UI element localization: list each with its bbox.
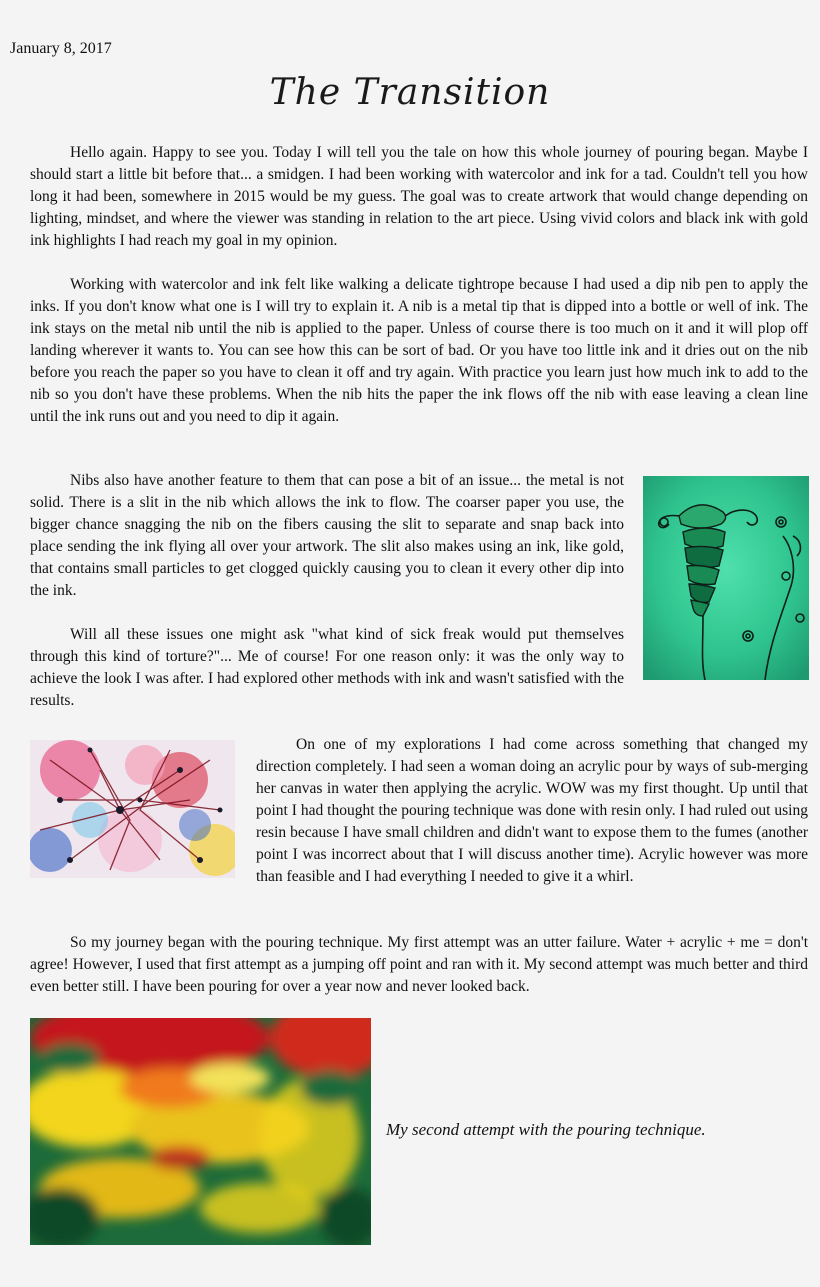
paragraph-torture: Will all these issues one might ask "what kind of sick freak would put themselves through this kind of torture?"... Me of course! For one reason only: it was the only way to achieve the look I was after. I had explored other methods with ink and wasn't satisfied with the results. [30, 626, 624, 709]
insect-painting-image [643, 476, 809, 680]
abstract-painting-image [30, 740, 235, 878]
acrylic-pour-image [30, 1018, 371, 1245]
paragraph-intro: Hello again. Happy to see you. Today I will tell you the tale on how this whole journey of pouring began. Maybe I should start a little bit before that... a smidgen. I had been working with watercolor and ink for a tad. Couldn't tell you how long it had been, somewhere in 2015 would be my guess. The goal was to create artwork that would change depending on lighting, mindset, and where the viewer was standing in relation to the art piece. Using vivid colors and black ink with gold ink highlights I had reach my goal in my opinion. [30, 144, 808, 249]
paragraph-journey: So my journey began with the pouring technique. My first attempt was an utter failure. Water + acrylic + me = don't agree! However, I used that first attempt as a jumping off point and ran with it. My second attempt was much better and third even better still. I have been pouring for over a year now and never looked back. [30, 934, 808, 995]
post-title: The Transition [269, 72, 551, 113]
image-caption: My second attempt with the pouring technique. [386, 1120, 706, 1139]
paragraph-explorations-text: On one of my explorations I had come across something that changed my direction completely. I had seen a woman doing an acrylic pour by ways of sub-merging her canvas in water then applying the acrylic. WOW was my first thought. Up until that point I had thought the pouring technique was done with resin only. I had ruled out using resin because I have small children and didn't want to expose them to the fumes (another point I was incorrect about that I will discuss another time). Acrylic however was more than feasible and I had everything I needed to give it a whirl. [256, 736, 808, 885]
paragraph-nib-pen: Working with watercolor and ink felt like walking a delicate tightrope because I had used a dip nib pen to apply the inks. If you don't know what one is I will try to explain it. A nib is a metal tip that is dipped into a bottle or well of ink. The ink stays on the metal nib until the nib is applied to the paper. Unless of course there is too much on it and it will plop off landing wherever it wants to. You can see how this can be sort of bad. Or you have too little ink and it dries out on the nib before you reach the paper so you have to clean it off and try again. With practice you learn just how much ink to add to the nib so you don't have these problems. When the nib hits the paper the ink flows off the nib with ease leaving a clean line until the ink runs out and you need to dip it again. [30, 276, 808, 425]
post-date: January 8, 2017 [10, 40, 112, 57]
paragraph-nib-issues: Nibs also have another feature to them that can pose a bit of an issue... the metal is not solid. There is a slit in the nib which allows the ink to flow. The coarser paper you use, the bigger chance snagging the nib on the fibers causing the slit to separate and snap back into place sending the ink flying all over your artwork. The slit also makes using an ink, like gold, that contains small particles to get clogged quickly causing you to clean it every other dip into the ink. [30, 472, 624, 599]
